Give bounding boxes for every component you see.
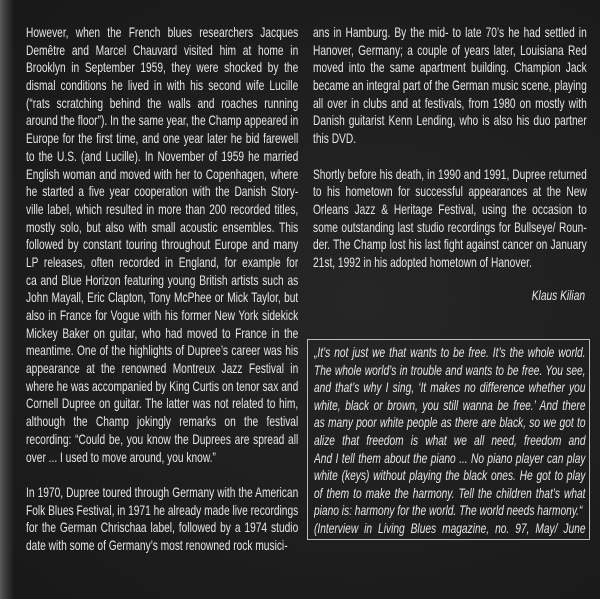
- quote-line: (Interview in Living Blues magazine, no. 97, May/ June: [314, 520, 586, 536]
- paragraph-gap: [313, 148, 587, 166]
- quote-line: The whole world’s in trouble and wants to be free. You see,: [314, 362, 586, 378]
- text-line: English woman and moved with her to Copenhagen, where: [26, 166, 299, 182]
- text-line: Brooklyn in September 1959, they were shocked by the: [26, 60, 299, 76]
- text-line: also in France for Vogue with his former New York sidekick: [26, 308, 299, 323]
- text-line: all over in clubs and at festivals, from 1980 on mostly with: [313, 95, 587, 111]
- page-binding-edge: [0, 0, 14, 599]
- right-column: [313, 24, 587, 272]
- text-line: he started a five year cooperation with the Danish Story-: [26, 184, 299, 200]
- text-line: John Mayall, Eric Clapton, Tony McPhee or Mick Taylor, but: [26, 290, 299, 306]
- quote-line: and that’s why I sing, ‘It makes no difference whether you: [314, 380, 586, 396]
- text-line: dismal conditions he lived in with his second wife Lucille: [26, 78, 299, 94]
- text-line: some outstanding last studio recordings for Bullseye/ Roun-: [313, 219, 587, 235]
- left-column: [26, 24, 298, 555]
- text-line: appearance at the renowned Montreux Jazz Festival in: [26, 361, 299, 377]
- quote-line: of them to make the harmony. Tell the children that’s what: [314, 485, 586, 501]
- text-line: Shortly before his death, in 1990 and 1991, Dupree returned: [313, 166, 587, 182]
- quote-line: alize that freedom is what we all need, freedom and: [314, 432, 586, 448]
- text-line: Orleans Jazz & Heritage Festival, using the occasion to: [313, 201, 587, 217]
- text-line: Hanover, Germany; a couple of years later, Louisiana Red: [313, 42, 587, 58]
- quote-line: And I tell them about the piano ... No piano player can play: [314, 450, 586, 466]
- text-line: moved into the same apartment building. Champion Jack: [313, 60, 587, 76]
- text-line: ville label, which resulted in more than 200 recorded titles,: [26, 201, 299, 217]
- text-line: In 1970, Dupree toured through Germany with the American: [26, 484, 299, 500]
- quote-line: as many poor white people as there are black, so we got to: [314, 415, 586, 431]
- paragraph: [313, 24, 587, 148]
- paragraph: [26, 484, 298, 555]
- text-line: Cornell Dupree on guitar. The latter was not related to him,: [26, 396, 299, 412]
- text-line: followed by constant touring throughout Europe and many: [26, 237, 299, 253]
- text-line: to his hometown for successful appearances at the New: [313, 184, 587, 200]
- text-line: for the German Chrischaa label, followed by a 1974 studio: [26, 520, 299, 536]
- text-line: date with some of Germany’s most renowned rock musici-: [26, 537, 288, 553]
- text-line: although the Champ jokingly remarks on the festival: [26, 414, 299, 430]
- paragraph-gap: [26, 466, 298, 484]
- text-line: 21st, 1992 in his adopted hometown of Hanover.: [313, 254, 532, 270]
- paragraph: [26, 24, 298, 466]
- text-line: to the U.S. (and Lucille). In November of 1959 he married: [26, 148, 299, 164]
- quote-line: piano is: harmony for the world. The world needs harmony.“: [314, 503, 583, 519]
- text-line: where he was accompanied by King Curtis on tenor sax and: [26, 378, 299, 394]
- text-line: Danish guitarist Kenn Lending, who is also his duo partner: [313, 113, 587, 129]
- quote-line: „It’s not just we that wants to be free. It’s the whole world.: [314, 345, 586, 360]
- text-line: ans in Hamburg. By the mid- to late 70’s he had settled in: [313, 25, 587, 40]
- text-line: over ... I used to move around, you know.”: [26, 449, 216, 465]
- text-line: der. The Champ lost his last fight against cancer on January: [313, 237, 587, 253]
- text-line: Demêtre and Marcel Chauvard visited him at home in: [26, 42, 299, 58]
- text-line: ca and Blue Horizon featuring young British artists such as: [26, 272, 299, 288]
- text-line: became an integral part of the German music scene, playing: [313, 78, 587, 94]
- text-line: around the floor”). In the same year, the Champ appeared in: [26, 113, 299, 129]
- text-line: (“rats scratching behind the walls and roaches running: [26, 95, 299, 111]
- text-line: recording: “Could be, you know the Duprees are spread all: [26, 431, 299, 447]
- quote-line: white, black or brown, you still wanna be free.’ And there: [314, 397, 586, 413]
- text-line: However, when the French blues researchers Jacques: [26, 25, 299, 40]
- text-line: mostly solo, but also with small acoustic ensembles. This: [26, 219, 299, 235]
- paragraph: [313, 166, 587, 272]
- text-line: this DVD.: [313, 131, 357, 147]
- text-line: Europe for the first time, and one year later he bid farewell: [26, 131, 299, 147]
- text-line: meantime. One of the highlights of Dupree’s career was his: [26, 343, 299, 359]
- text-line: Folk Blues Festival, in 1971 he already made live recordings: [26, 502, 299, 518]
- quote-box: [307, 339, 590, 540]
- text-line: LP releases, often recorded in England, for example for: [26, 254, 299, 270]
- text-line: Mickey Baker on guitar, who had moved to France in the: [26, 325, 299, 341]
- quote-line: white (keys) without playing the black ones. He got to play: [314, 468, 586, 484]
- author-signature: Klaus Kilian: [531, 288, 585, 303]
